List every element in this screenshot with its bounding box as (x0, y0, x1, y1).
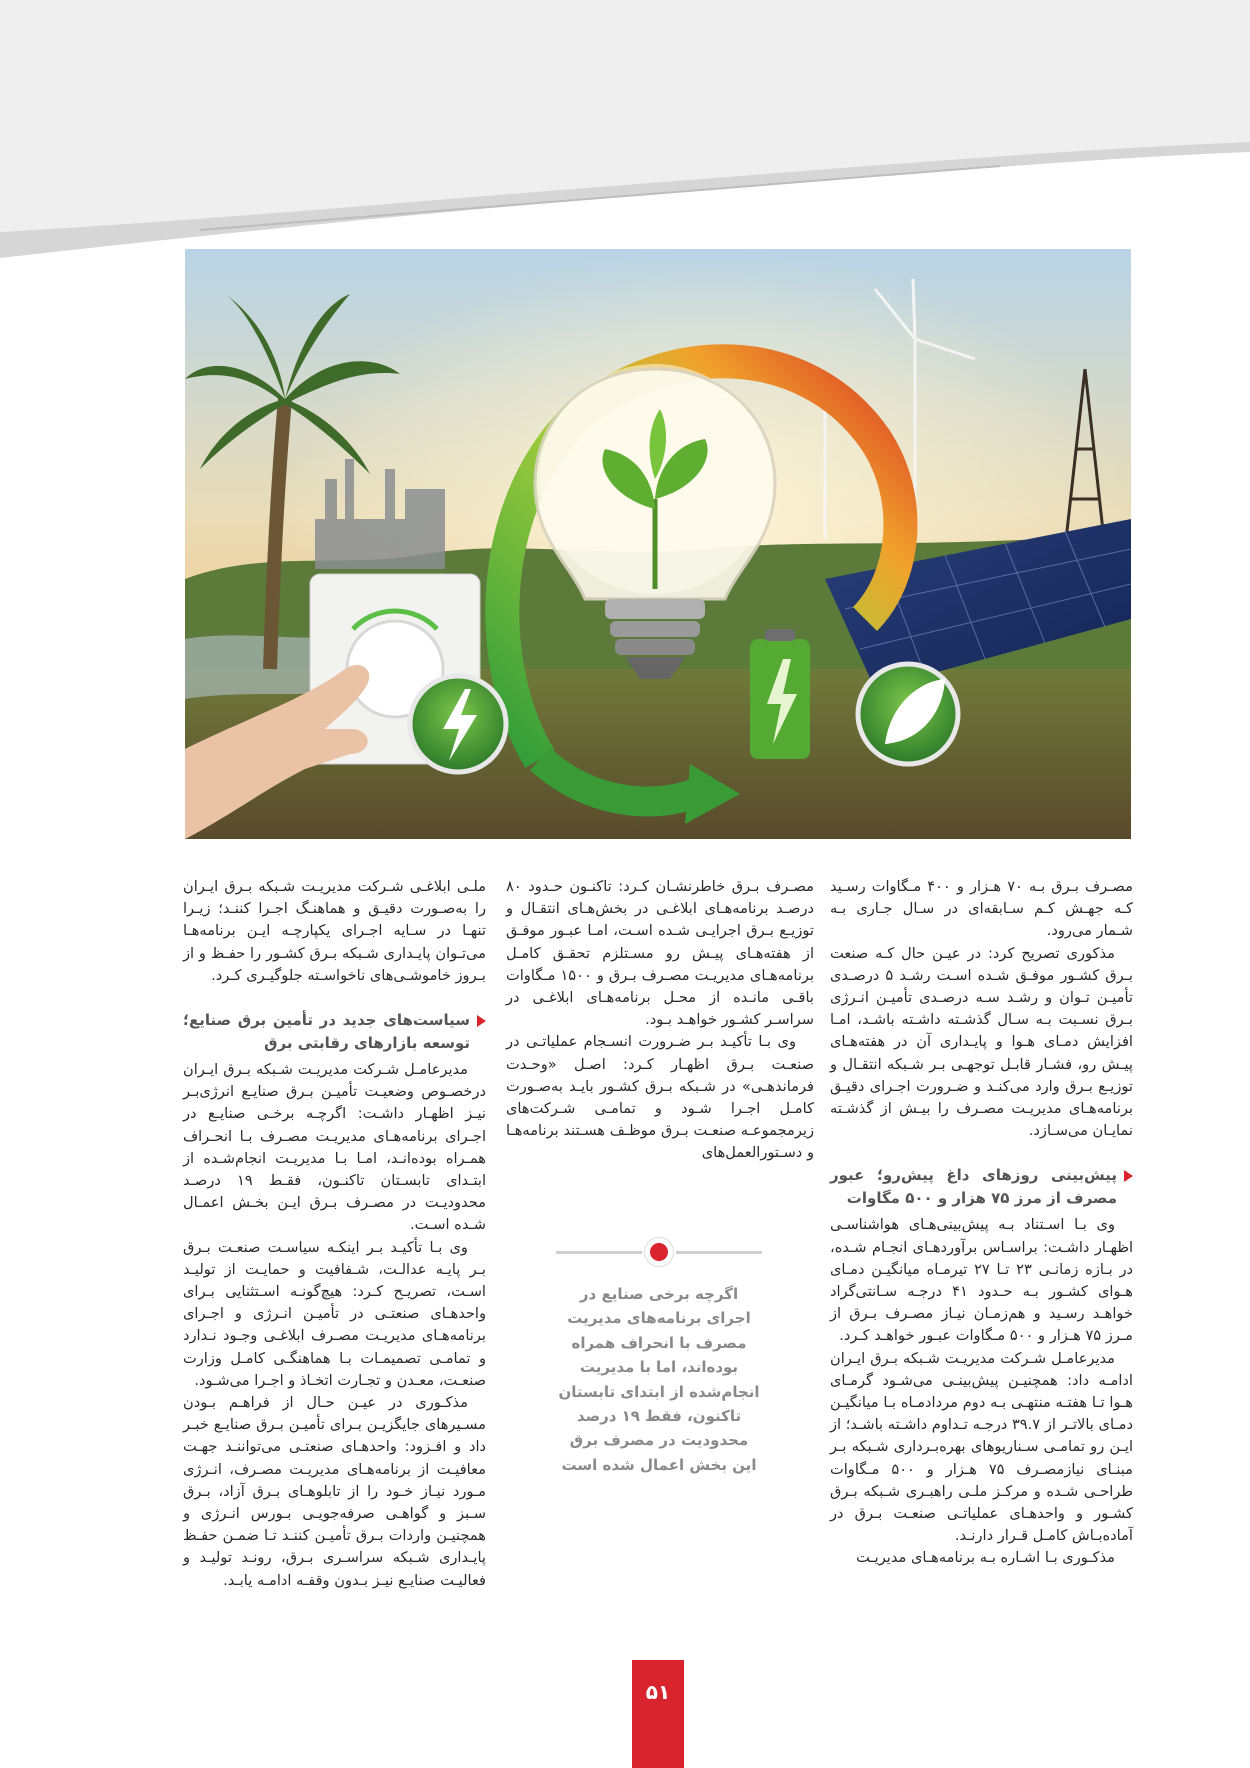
red-dot-icon (645, 1238, 673, 1266)
section-heading: پیش‌بینی روزهای داغ پیش‌رو؛ عبور مصرف از مرز ۷۵ هزار و ۵۰۰ مگاوات (830, 1164, 1133, 1210)
page-number: ۵۱ (645, 1680, 671, 1704)
paragraph: وی بـا اسـتناد بـه پیش‌بینی‌هـای هواشناسـی اظهـار داشـت: براسـاس برآوردهـای انجـام شـده، در بـازه زمانـی ۲۳ تـا ۲۷ تیرمـاه میانگیـن دمـای هـوای کشـور بـه حـدود ۴۱ درجـه سـانتی‌گراد خواهـد رسـید و هم‌زمـان نیـاز مصـرف بـرق از مـرز ۷۵ هـزار و ۵۰۰ مـگاوات عبـور خواهـد کـرد. (830, 1216, 1133, 1345)
paragraph: مصـرف بـرق خاطرنشـان کـرد: تاکنـون حـدود ۸۰ درصـد برنامه‌هـای ابلاغـی در بخش‌هـای انتقـال و توزیـع بـرق اجرایـی شـده اسـت، امـا عبـور موفـق از هفته‌هـای پیـش رو مسـتلزم تحقـق کامـل برنامه‌هـای مدیریـت مصـرف بـرق و ۱۵۰۰ مـگاوات باقـی مانـده از محـل برنامه‌هـای ابلاغـی در سراسـر کشـور خواهـد بـود. (506, 878, 815, 1029)
page-number-tab (632, 1660, 684, 1768)
paragraph: مذکـوری بـا اشـاره بـه برنامه‌هـای مدیریـت (856, 1549, 1115, 1567)
hero-illustration (185, 249, 1131, 839)
header-swoosh (0, 0, 1250, 260)
divider-line (556, 1251, 642, 1254)
paragraph: وی بـا تأکیـد بـر ضـرورت انسـجام عملیاتـی در صنعـت بـرق اظهـار کـرد: اصـل «وحـدت فرماندهـی» در شـبکه بـرق کشـور بایـد به‌صـورت کامـل اجـرا شـود و تمامـی شـرکت‌های زیرمجموعـه صنعـت بـرق موظـف هسـتند برنامه‌هـا و دسـتورالعمل‌های (506, 1033, 814, 1162)
paragraph: مدیرعامـل شـرکت مدیریـت شـبکه بـرق ایـران ادامـه داد: همچنیـن پیش‌بینـی می‌شـود گرمـای هـوا تـا هفتـه منتهـی بـه دوم مردادمـاه بـا میانگیـن دمـای بالاتـر از ۳۹.۷ درجـه تـداوم داشـته باشـد؛ از ایـن رو تمامـی سـناریوهای بهره‌بـرداری شـبکه بـر مبنـای نیازمصـرف ۷۵ هـزار و ۵۰۰ مـگاوات طراحـی شـده و مرکـز ملـی راهبـری شـبکه بـرق کشـور و واحدهـای عملیاتـی صنعـت بـرق در آماده‌بـاش کامـل قـرار دارنـد. (830, 1349, 1133, 1545)
paragraph: وی بـا تأکیـد بـر اینکـه سیاسـت صنعـت بـرق بـر پایـه عدالـت، شـفافیت و حمایـت از تولیـد اسـت، تصریـح کـرد: هیچ‌گونـه اسـتثنایی بـرای واحدهـای صنعتـی در تأمیـن انـرژی و اجـرای برنامه‌هـای مدیریـت مصـرف ابلاغـی وجـود نـدارد و تمامـی تصمیمـات بـا هماهنگـی کامـل وزارت صنعـت، معـدن و تجـارت اتخـاذ و اجـرا می‌شـود. (183, 1238, 486, 1389)
section-heading: سیاست‌های جدید در تأمین برق صنایع؛ توسعه بازارهای رقابتی برق (183, 1009, 486, 1055)
paragraph: مذکـوری در عیـن حـال از فراهـم بـودن مسـیرهای جایگزیـن بـرای تأمیـن بـرق صنایـع خبـر داد و افـزود: واحدهـای صنعتـی می‌تواننـد جهـت معافیـت از برنامه‌هـای مدیریـت مصـرف، انـرژی مـورد نیـاز خـود را از تابلوهـای بـرق آزاد، بـرق سـبز و گواهـی صرفه‌جویـی بـورس انـرژی و همچنیـن واردات بـرق تأمیـن کننـد تـا ضمـن حفـظ پایـداری شـبکه سراسـری بـرق، رونـد تولیـد و فعالیـت صنایـع نیـز بـدون وقفـه ادامـه یابـد. (183, 1394, 486, 1589)
pull-quote: اگرچه برخی صنایع در اجرای برنامه‌های مدیریت مصرف با انحراف همراه بوده‌اند، اما با مدیریت انجام‌شده از ابتدای تابستان تاکنون، فقط ۱۹ درصد محدودیت در مصرف برق این بخش اعمال شده است (558, 1285, 760, 1474)
column-right (830, 876, 1133, 1570)
column-middle (506, 876, 814, 1165)
column-left (183, 876, 486, 1592)
paragraph: مدیرعامـل شـرکت مدیریـت شـبکه بـرق ایـران درخصـوص وضعیـت تأمیـن بـرق صنایـع انرژی‌بـر نیـز اظهـار داشـت: اگرچـه برخـی صنایـع در اجـرای برنامه‌هـای مدیریـت مصـرف بـا انحـراف همـراه بوده‌انـد، امـا بـا مدیریـت انجام‌شـده از ابتـدای تابسـتان تاکنـون، فقـط ۱۹ درصـد محدودیـت در مصـرف بـرق ایـن بخـش اعمـال شـده اسـت. (183, 1061, 487, 1234)
paragraph: ملـی ابلاغـی شـرکت مدیریـت شـبکه بـرق ایـران را به‌صـورت دقیـق و هماهنـگ اجـرا کننـد؛ زیـرا تنهـا در سـایه اجـرای یکپارچـه ایـن برنامه‌هـا می‌تـوان پایـداری شـبکه بـرق کشـور را حفـظ و از بـروز خاموشـی‌های ناخواسـته جلوگیـری کـرد. (183, 878, 486, 984)
divider-line (676, 1251, 762, 1254)
paragraph: مذکوری تصریح کرد: در عیـن حال کـه صنعت بـرق کشـور موفـق شـده اسـت رشـد ۵ درصـدی تأمیـن تـوان و رشـد سـه درصـدی تأمیـن انـرژی بـرق نسـبت بـه سـال گذشـته داشـته باشـد، امـا افزایش دمـای هـوا و پایـداری آن در هفته‌هـای پیـش رو، فشـار قابـل توجهـی بـر شـبکه انتقـال و توزیـع بـرق وارد می‌کنـد و ضـرورت اجـرای دقیـق برنامه‌هـای مدیریـت مصـرف را بیـش از گذشـته نمایـان می‌سـازد. (830, 944, 1133, 1140)
paragraph: مصـرف بـرق بـه ۷۰ هـزار و ۴۰۰ مـگاوات رسـید کـه جهـش کـم سـابقه‌ای در سـال جـاری بـه شـمار می‌رود. (830, 878, 1133, 940)
